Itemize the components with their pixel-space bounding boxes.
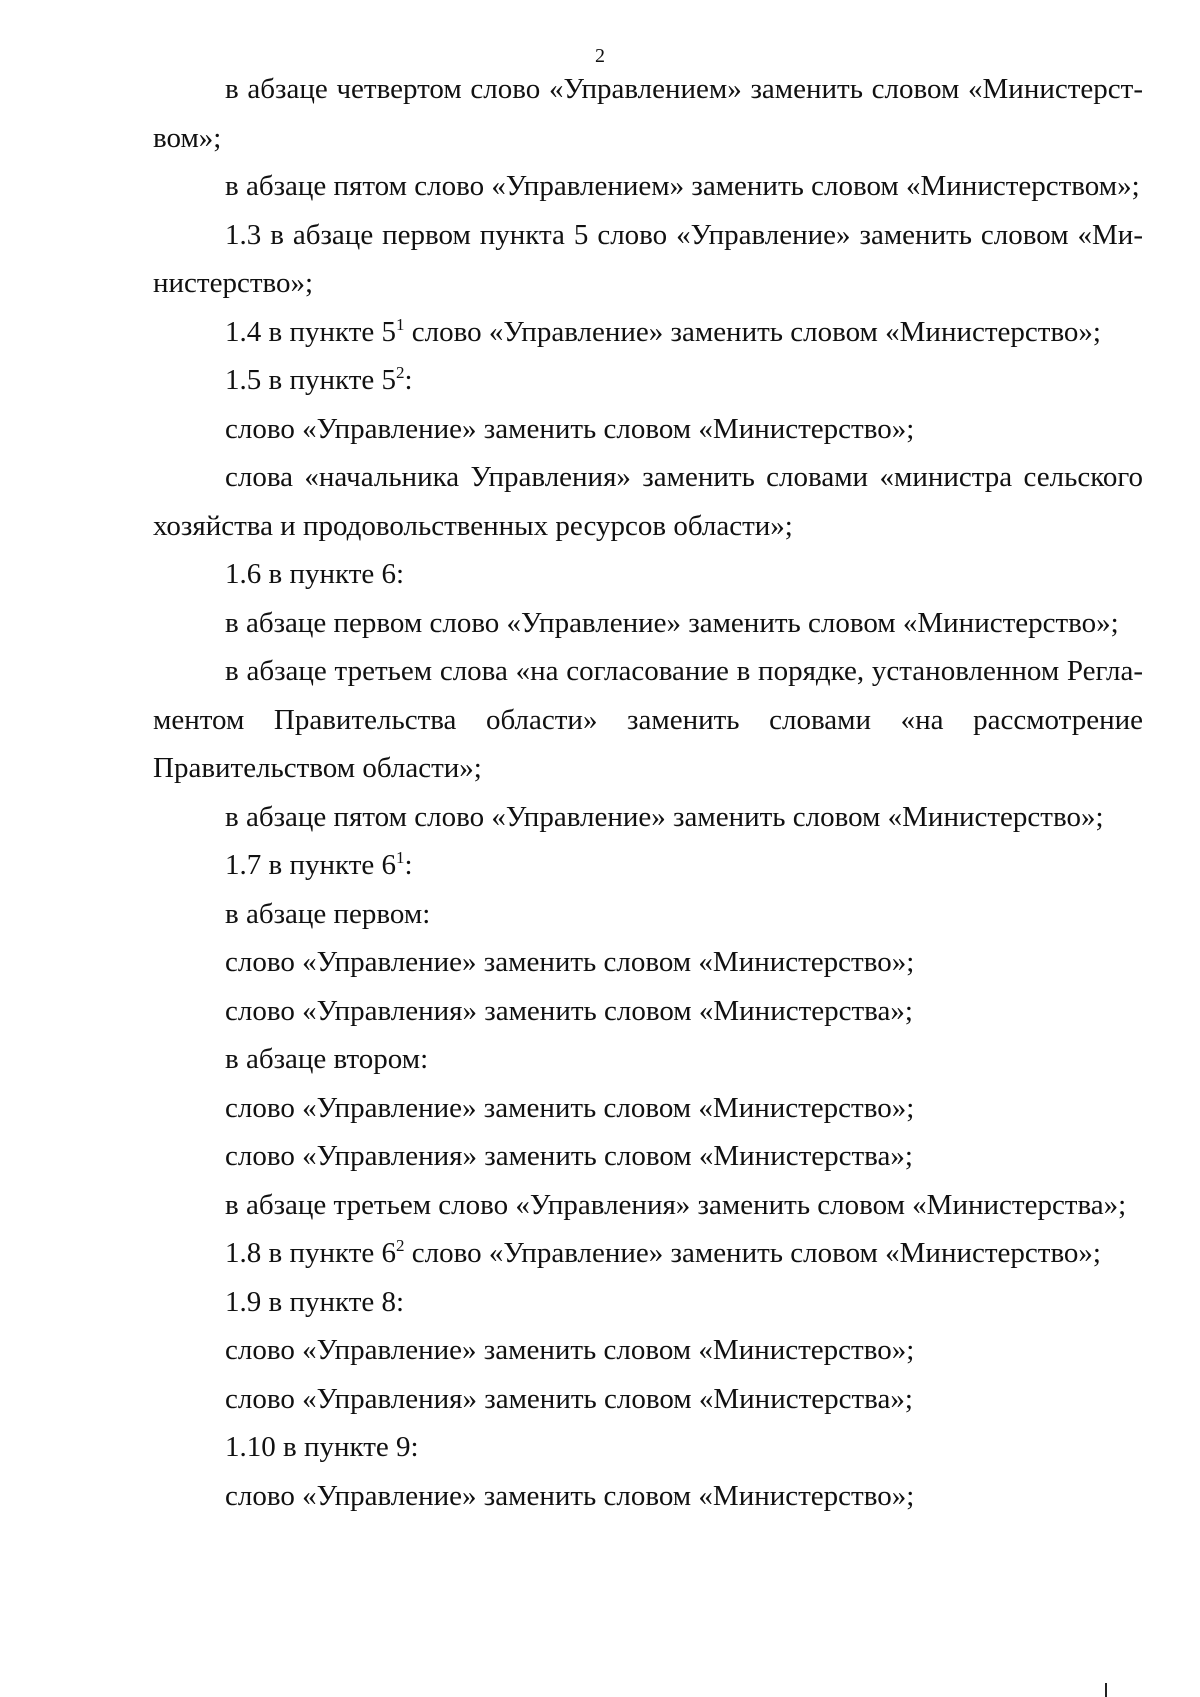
paragraph-text: слово «Управление» заменить словом «Министерство»;: [404, 1237, 1101, 1269]
paragraph-text: 1.5 в пункте 5: [225, 364, 396, 396]
paragraph: в абзаце первом:: [225, 897, 431, 930]
paragraph-text: 1.4 в пункте 5: [225, 315, 396, 348]
paragraph: [153, 308, 1143, 357]
document-body: [153, 65, 1143, 1520]
paragraph: в абзаце четвертом слово «Управлением» заменить словом «Министерством»;: [153, 73, 1143, 154]
paragraph: слово «Управление» заменить словом «Министерство»;: [225, 946, 915, 978]
paragraph: слово «Управление» заменить словом «Министерство»;: [225, 1091, 915, 1124]
paragraph: [153, 841, 1143, 890]
superscript: 2: [395, 363, 405, 382]
paragraph: в абзаце первом слово «Управление» заменить словом «Министерство»;: [225, 606, 1119, 639]
paragraph-text: :: [404, 364, 413, 396]
paragraph: слова «начальника Управления» заменить словами «министра сельского хозяйства и продовольственных ресурсов области»;: [153, 461, 1143, 542]
superscript: 1: [395, 314, 405, 334]
paragraph: в абзаце третьем слова «на согласование в порядке, установленном Регламентом Правительства области» заменить словами «на рассмотрение Правительством области»;: [153, 655, 1143, 784]
paragraph: в абзаце втором:: [225, 1043, 429, 1075]
paragraph-text: слово «Управление» заменить словом «Министерство»;: [404, 315, 1101, 348]
paragraph: 1.10 в пункте 9:: [225, 1431, 419, 1463]
paragraph: слово «Управление» заменить словом «Министерство»;: [225, 1334, 915, 1366]
paragraph: слово «Управления» заменить словом «Министерства»;: [225, 1382, 913, 1415]
paragraph: 1.6 в пункте 6:: [225, 558, 405, 590]
paragraph: [153, 356, 1143, 405]
paragraph: [153, 1229, 1143, 1278]
paragraph: слово «Управление» заменить словом «Министерство»;: [225, 412, 915, 445]
paragraph: в абзаце пятом слово «Управлением» заменить словом «Министерством»;: [225, 170, 1140, 202]
paragraph: в абзаце третьем слово «Управления» заменить словом «Министерства»;: [225, 1188, 1127, 1221]
paragraph: слово «Управление» заменить словом «Министерство»;: [225, 1479, 915, 1512]
paragraph: в абзаце пятом слово «Управление» заменить словом «Министерство»;: [225, 800, 1104, 833]
paragraph: 1.3 в абзаце первом пункта 5 слово «Управление» заменить словом «Министерство»;: [153, 218, 1143, 299]
paragraph: слово «Управления» заменить словом «Министерства»;: [225, 1140, 913, 1172]
paragraph-text: :: [404, 849, 413, 881]
paragraph-text: 1.7 в пункте 6: [225, 849, 396, 881]
superscript: 2: [395, 1236, 405, 1255]
paragraph-text: 1.8 в пункте 6: [225, 1237, 396, 1269]
superscript: 1: [395, 848, 405, 867]
scan-edge-mark: [1105, 1683, 1107, 1697]
paragraph: слово «Управления» заменить словом «Министерства»;: [225, 994, 913, 1027]
page-number: 2: [595, 45, 605, 67]
paragraph: 1.9 в пункте 8:: [225, 1285, 405, 1318]
